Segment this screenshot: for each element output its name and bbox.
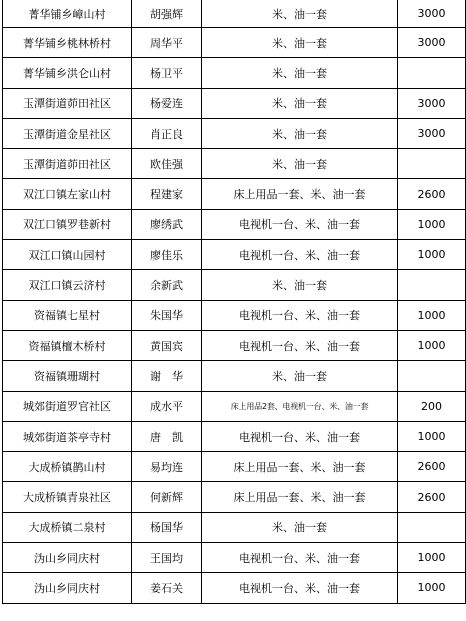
- village-cell: 玉潭街道金星社区: [3, 118, 132, 148]
- amount-cell: [398, 512, 466, 542]
- recipient-name-cell: 程建家: [132, 179, 202, 209]
- table-row: [3, 118, 466, 148]
- table-row: [3, 452, 466, 482]
- amount-cell: 3000: [398, 88, 466, 118]
- relief-items-cell: 米、油一套: [202, 149, 398, 179]
- village-cell: 玉潭街道茆田社区: [3, 149, 132, 179]
- relief-items-cell: 米、油一套: [202, 88, 398, 118]
- village-cell: 玉潭街道茆田社区: [3, 88, 132, 118]
- village-cell: 城郊街道罗官社区: [3, 391, 132, 421]
- village-cell: 资福镇檀木桥村: [3, 330, 132, 360]
- recipient-name-cell: 余新武: [132, 270, 202, 300]
- table-row: [3, 512, 466, 542]
- amount-cell: 1000: [398, 209, 466, 239]
- recipient-name-cell: 周华平: [132, 28, 202, 58]
- recipient-name-cell: 廖绣武: [132, 209, 202, 239]
- relief-items-cell: 电视机一台、米、油一套: [202, 300, 398, 330]
- table-row: [3, 573, 466, 603]
- relief-items-cell: 电视机一台、米、油一套: [202, 240, 398, 270]
- table-row: [3, 179, 466, 209]
- relief-items-cell: 床上用品一套、米、油一套: [202, 179, 398, 209]
- table-row: [3, 300, 466, 330]
- village-cell: 沩山乡同庆村: [3, 543, 132, 573]
- village-cell: 菁华铺乡桃林桥村: [3, 28, 132, 58]
- village-cell: 大成桥镇青泉社区: [3, 482, 132, 512]
- amount-cell: 1000: [398, 421, 466, 451]
- amount-cell: 1000: [398, 300, 466, 330]
- village-cell: 双江口镇山园村: [3, 240, 132, 270]
- relief-items-cell: 电视机一台、米、油一套: [202, 330, 398, 360]
- amount-cell: 1000: [398, 543, 466, 573]
- recipient-name-cell: 易均连: [132, 452, 202, 482]
- relief-items-cell: 电视机一台、米、油一套: [202, 421, 398, 451]
- recipient-name-cell: 胡强辉: [132, 0, 202, 28]
- table-row: [3, 270, 466, 300]
- relief-table-body: [3, 0, 466, 603]
- relief-items-cell: 米、油一套: [202, 512, 398, 542]
- amount-cell: 3000: [398, 118, 466, 148]
- relief-items-cell: 米、油一套: [202, 28, 398, 58]
- amount-cell: 2600: [398, 179, 466, 209]
- village-cell: 资福镇七星村: [3, 300, 132, 330]
- village-cell: 城郊街道茶亭寺村: [3, 421, 132, 451]
- relief-items-cell: 电视机一台、米、油一套: [202, 209, 398, 239]
- recipient-name-cell: 杨卫平: [132, 58, 202, 88]
- village-cell: 双江口镇罗巷新村: [3, 209, 132, 239]
- table-row: [3, 361, 466, 391]
- recipient-name-cell: 姜石关: [132, 573, 202, 603]
- recipient-name-cell: 廖佳乐: [132, 240, 202, 270]
- amount-cell: 1000: [398, 240, 466, 270]
- village-cell: 资福镇珊瑚村: [3, 361, 132, 391]
- amount-cell: [398, 149, 466, 179]
- table-row: [3, 88, 466, 118]
- table-row: [3, 0, 466, 28]
- village-cell: 菁华铺乡洪仑山村: [3, 58, 132, 88]
- village-cell: 大成桥镇二泉村: [3, 512, 132, 542]
- table-row: [3, 240, 466, 270]
- recipient-name-cell: 成水平: [132, 391, 202, 421]
- relief-items-cell: 米、油一套: [202, 58, 398, 88]
- table-row: [3, 543, 466, 573]
- table-row: [3, 149, 466, 179]
- recipient-name-cell: 肖正良: [132, 118, 202, 148]
- relief-table: [2, 0, 466, 604]
- recipient-name-cell: 何新辉: [132, 482, 202, 512]
- amount-cell: 2600: [398, 452, 466, 482]
- village-cell: 大成桥镇鹊山村: [3, 452, 132, 482]
- recipient-name-cell: 黄国宾: [132, 330, 202, 360]
- amount-cell: 200: [398, 391, 466, 421]
- table-row: [3, 421, 466, 451]
- village-cell: 双江口镇云济村: [3, 270, 132, 300]
- recipient-name-cell: 杨国华: [132, 512, 202, 542]
- amount-cell: [398, 361, 466, 391]
- relief-items-cell: 电视机一台、米、油一套: [202, 543, 398, 573]
- table-row: [3, 28, 466, 58]
- relief-items-cell: 床上用品2套、电视机一台、米、油一套: [202, 391, 398, 421]
- relief-items-cell: 米、油一套: [202, 361, 398, 391]
- recipient-name-cell: 朱国华: [132, 300, 202, 330]
- relief-items-cell: 米、油一套: [202, 0, 398, 28]
- table-row: [3, 209, 466, 239]
- amount-cell: 2600: [398, 482, 466, 512]
- amount-cell: 1000: [398, 573, 466, 603]
- table-row: [3, 482, 466, 512]
- village-cell: 菁华铺乡嶂山村: [3, 0, 132, 28]
- table-row: [3, 58, 466, 88]
- table-row: [3, 330, 466, 360]
- relief-items-cell: 米、油一套: [202, 270, 398, 300]
- table-row: [3, 391, 466, 421]
- relief-items-cell: 电视机一台、米、油一套: [202, 573, 398, 603]
- relief-items-cell: 米、油一套: [202, 118, 398, 148]
- amount-cell: 3000: [398, 0, 466, 28]
- recipient-name-cell: 唐 凯: [132, 421, 202, 451]
- amount-cell: 1000: [398, 330, 466, 360]
- village-cell: 沩山乡同庆村: [3, 573, 132, 603]
- recipient-name-cell: 王国均: [132, 543, 202, 573]
- relief-items-cell: 床上用品一套、米、油一套: [202, 482, 398, 512]
- amount-cell: [398, 270, 466, 300]
- recipient-name-cell: 杨爱连: [132, 88, 202, 118]
- amount-cell: 3000: [398, 28, 466, 58]
- relief-items-cell: 床上用品一套、米、油一套: [202, 452, 398, 482]
- village-cell: 双江口镇左家山村: [3, 179, 132, 209]
- recipient-name-cell: 谢 华: [132, 361, 202, 391]
- amount-cell: [398, 58, 466, 88]
- recipient-name-cell: 欧佳强: [132, 149, 202, 179]
